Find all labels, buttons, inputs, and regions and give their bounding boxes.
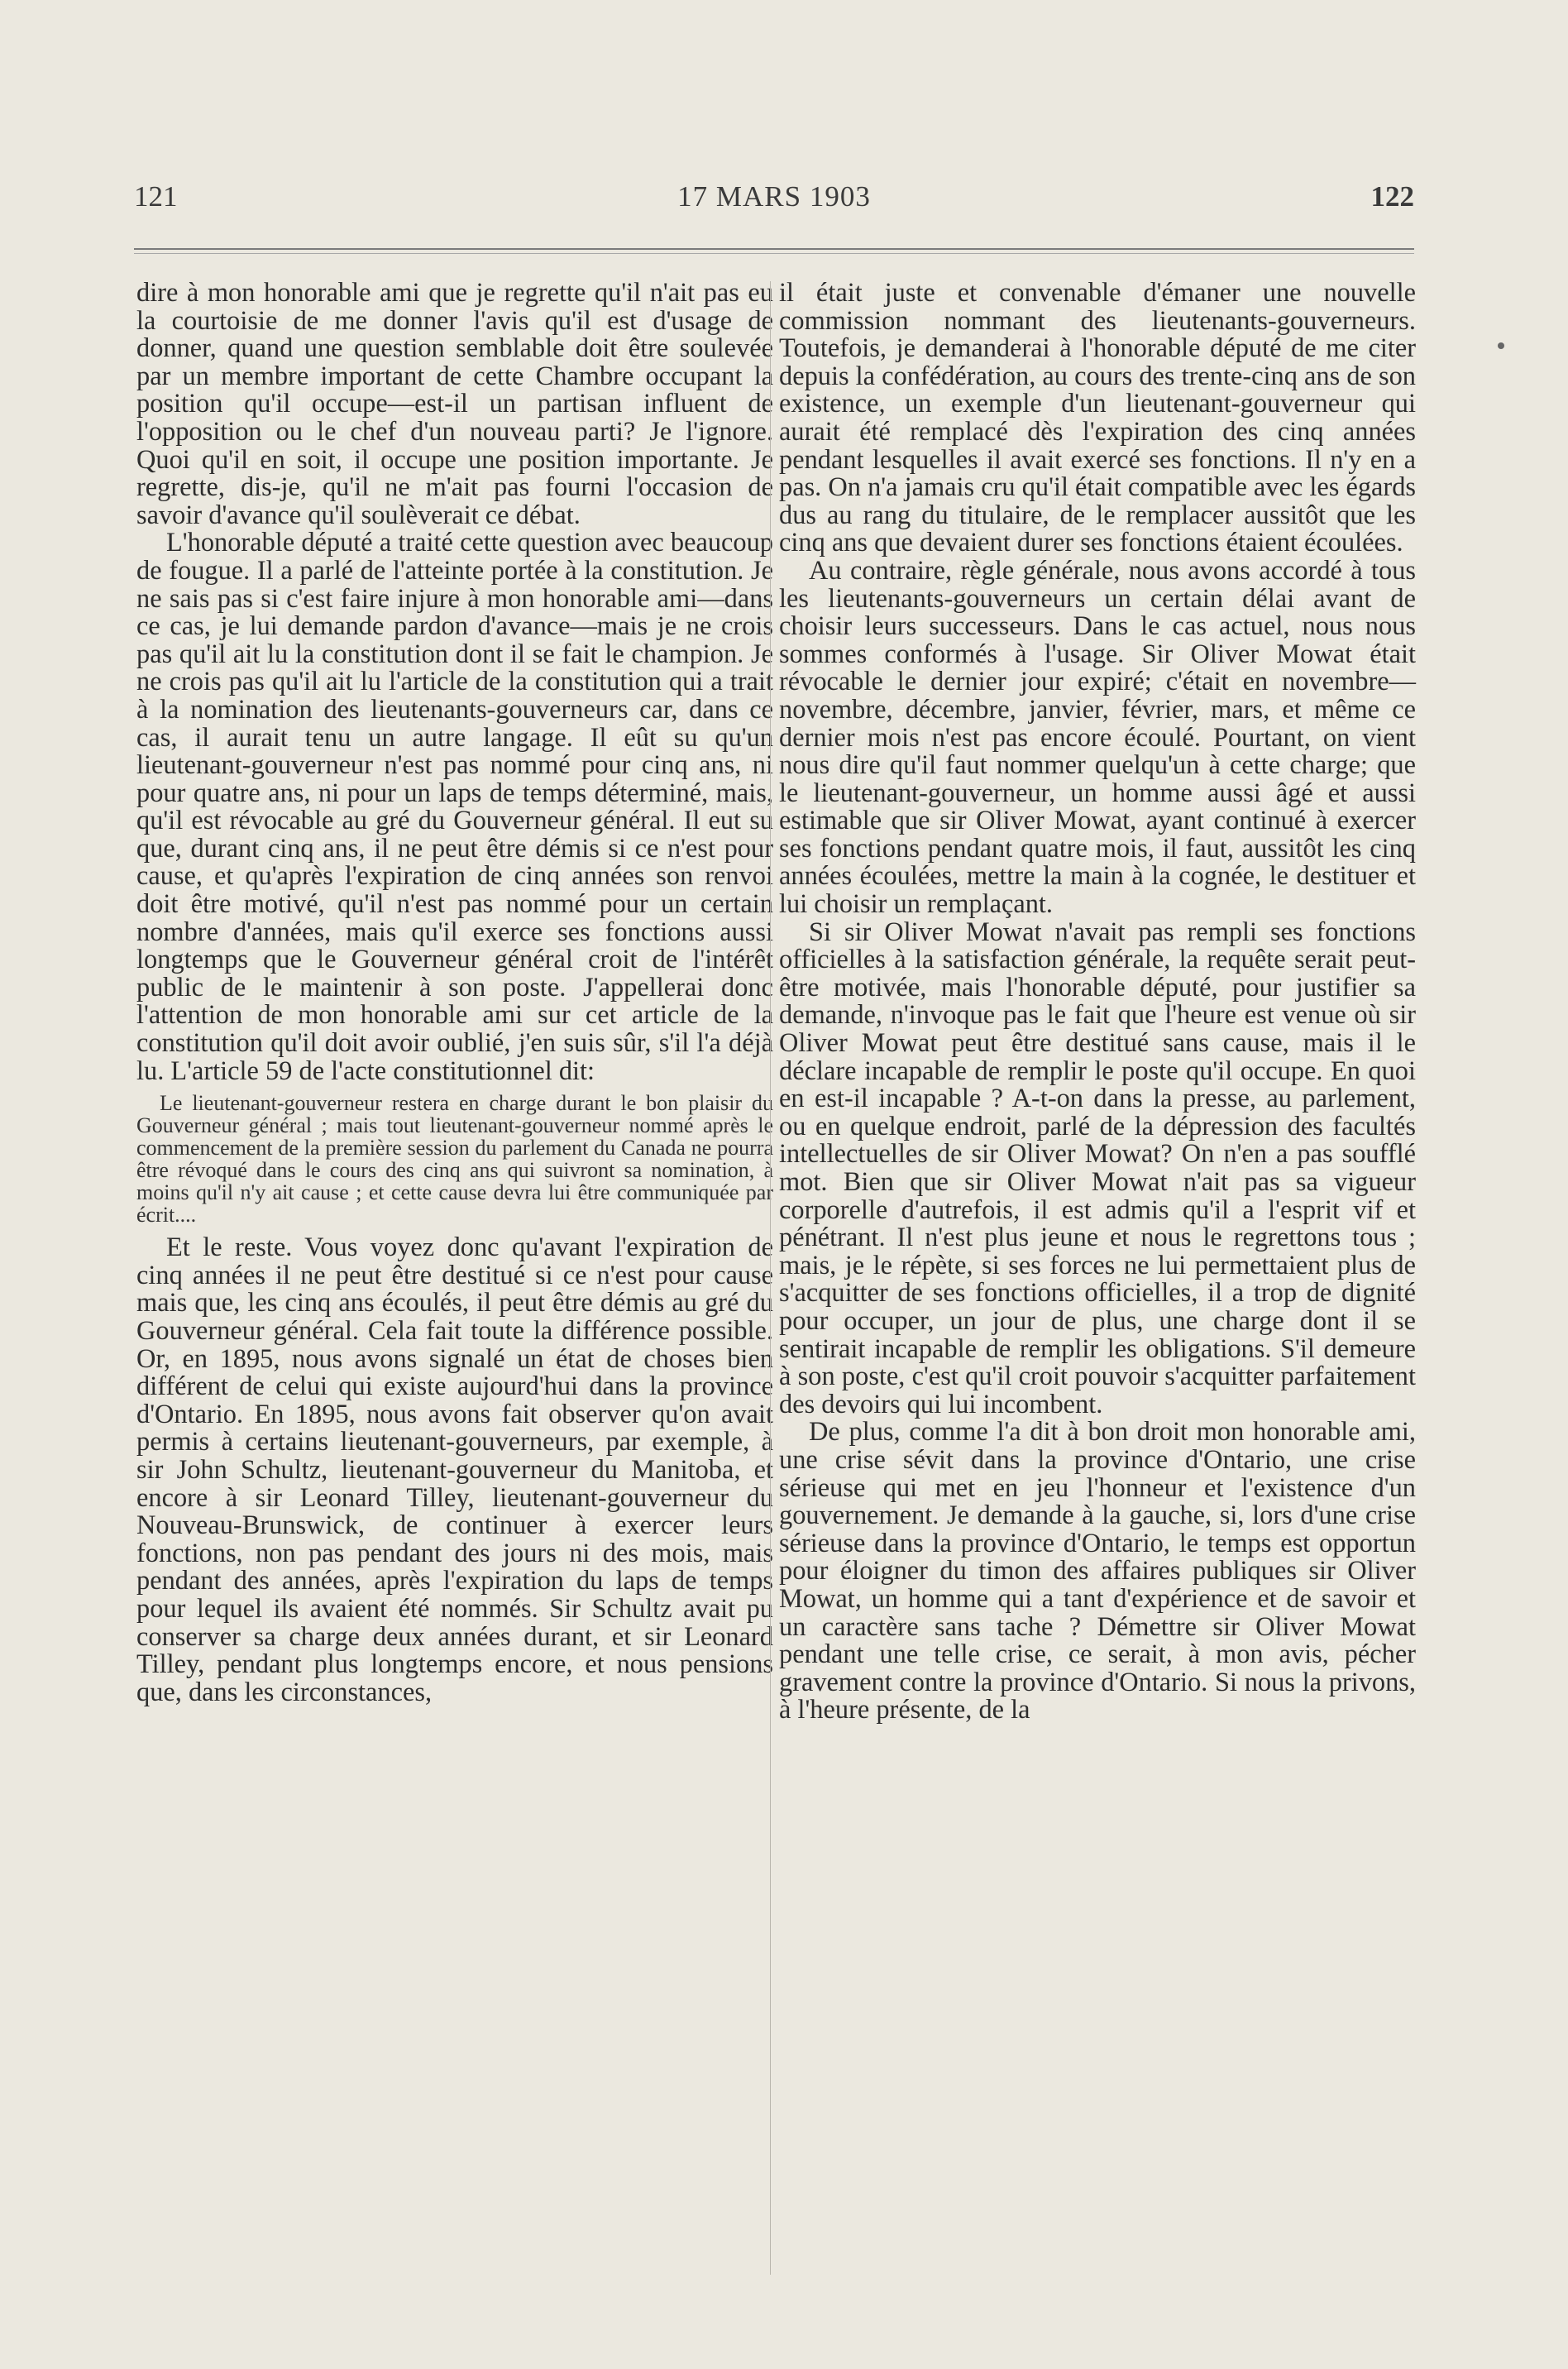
left-column	[136, 280, 773, 1706]
paragraph: Et le reste. Vous voyez donc qu'avant l'expiration de cinq années il ne peut être destitué si ce n'est pour cause mais que, les cinq ans écoulés, il peut être démis au gré du Gouverneur général. Cela fait toute la différence possible. Or, en 1895, nous avons signalé un état de choses bien différent de celui qui existe aujourd'hui dans la province d'Ontario. En 1895, nous avons fait observer qu'on avait permis à certains lieutenant-gouverneurs, par exemple, à sir John Schultz, lieutenant-gouverneur du Manitoba, et encore à sir Leonard Tilley, lieutenant-gouverneur du Nouveau-Brunswick, de continuer à exercer leurs fonctions, non pas pendant des jours ni des mois, mais pendant des années, après l'expiration du laps de temps pour lequel ils avaient été nommés. Sir Schultz avait pu conserver sa charge deux années durant, et sir Leonard Tilley, pendant plus longtemps encore, et nous pensions que, dans les circonstances,	[136, 1232, 773, 1707]
paragraph: L'honorable député a traité cette question avec beaucoup de fougue. Il a parlé de l'atteinte portée à la constitution. Je ne sais pas si c'est faire injure à mon honorable ami—dans ce cas, je lui demande pardon d'avance—mais je ne crois pas qu'il ait lu la constitution dont il se fait le champion. Je ne crois pas qu'il ait lu l'article de la constitution qui a trait à la nomination des lieutenants-gouverneurs car, dans ce cas, il aurait tenu un autre langage. Il eût su qu'un lieutenant-gouverneur n'est pas nommé pour cinq ans, ni pour quatre ans, ni pour un laps de temps déterminé, mais, qu'il est révocable au gré du Gouverneur général. Il eut su que, durant cinq ans, il ne peut être démis si ce n'est pour cause, et qu'après l'expiration de cinq années son renvoi doit être motivé, qu'il n'est pas nommé pour un certain nombre d'années, mais qu'il exerce ses fonctions aussi longtemps que le Gouverneur général croit de l'intérêt public de le maintenir à son poste. J'appellerai donc l'attention de mon honorable ami sur cet article de la constitution qu'il doit avoir oublié, j'en suis sûr, s'il l'a déjà lu. L'article 59 de l'acte constitutionnel dit:	[136, 528, 773, 1086]
paragraph: Au contraire, règle générale, nous avons accordé à tous les lieutenants-gouverneurs un certain délai avant de choisir leurs successeurs. Dans le cas actuel, nous nous sommes conformés à l'usage. Sir Oliver Mowat était révocable le dernier jour expiré; c'était en novembre—novembre, décembre, janvier, février, mars, et même ce dernier mois n'est pas encore écoulé. Pourtant, on vient nous dire qu'il faut nommer quelqu'un à cette charge; que le lieutenant-gouverneur, un homme aussi âgé et aussi estimable que sir Oliver Mowat, ayant continué à exercer ses fonctions pendant quatre mois, il faut, aussitôt les cinq années écoulées, mettre la main à la cognée, le destituer et lui choisir un remplaçant.	[779, 555, 1416, 920]
column-divider	[770, 281, 771, 2275]
page-header	[134, 180, 1414, 230]
header-rule	[134, 248, 1414, 250]
paragraph: De plus, comme l'a dit à bon droit mon honorable ami, une crise sévit dans la province d'Ontario, une crise sérieuse qui met en jeu l'honneur et l'existence d'un gouvernement. Je demande à la gauche, si, lors d'une crise sérieuse dans la province d'Ontario, le temps est opportun pour éloigner du timon des affaires publiques sir Oliver Mowat, un homme qui a tant d'expérience et de savoir et un caractère sans tache ? Démettre sir Oliver Mowat pendant une telle crise, ce serait, à mon avis, pécher gravement contre la province d'Ontario. Si nous la privons, à l'heure présente, de la	[779, 1417, 1416, 1725]
left-page-number: 121	[134, 180, 178, 213]
paragraph: dire à mon honorable ami que je regrette qu'il n'ait pas eu la courtoisie de me donner l'avis qu'il est d'usage de donner, quand une question semblable doit être soulevée par un membre important de cette Chambre occupant la position qu'il occupe—est-il un partisan influent de l'opposition ou le chef d'un nouveau parti? Je l'ignore. Quoi qu'il en soit, il occupe une position importante. Je regrette, dis-je, qu'il ne m'ait pas fourni l'occasion de savoir d'avance qu'il soulèverait ce débat.	[136, 278, 773, 530]
header-date: 17 MARS 1903	[677, 180, 871, 213]
header-rule-thin	[134, 253, 1414, 254]
constitution-quote: Le lieutenant-gouverneur restera en charge durant le bon plaisir du Gouverneur général ; mais tout lieutenant-gouverneur nommé après le commencement de la première session du parlement du Canada ne pourra être révoqué dans le cours des cinq ans qui suivront sa nomination, à moins qu'il n'y ait cause ; et cette cause devra lui être communiquée par écrit....	[136, 1091, 773, 1228]
paragraph: Si sir Oliver Mowat n'avait pas rempli ses fonctions officielles à la satisfaction générale, la requête serait peut-être motivée, mais l'honorable député, pour justifier sa demande, n'invoque pas le fait que l'heure est venue où sir Oliver Mowat peut être destitué sans cause, mais il le déclare incapable de remplir le poste qu'il occupe. En quoi en est-il incapable ? A-t-on dans la presse, au parlement, ou en quelque endroit, parlé de la dépression des facultés intellectuelles de sir Oliver Mowat? On n'en a pas soufflé mot. Bien que sir Oliver Mowat n'ait pas sa vigueur corporelle d'autrefois, il est admis qu'il a l'esprit vif et pénétrant. Il n'est plus jeune et nous le regrettons tous ; mais, je le répète, si ses forces ne lui permettaient plus de s'acquitter de ses fonctions officielles, il a trop de dignité pour occuper, un jour de plus, une charge dont il se sentirait incapable de remplir les obligations. S'il demeure à son poste, c'est qu'il croit pouvoir s'acquitter parfaitement des devoirs qui lui incombent.	[779, 916, 1416, 1419]
paragraph: il était juste et convenable d'émaner une nouvelle commission nommant des lieutenants-gouverneurs. Toutefois, je demanderai à l'honorable député de me citer depuis la confédération, au cours des trente-cinq ans de son existence, un exemple d'un lieutenant-gouverneur qui aurait été remplacé dès l'expiration des cinq années pendant lesquelles il avait exercé ses fonctions. Il n'y en a pas. On n'a jamais cru qu'il était compatible avec les égards dus au rang du titulaire, de le remplacer aussitôt que les cinq ans que devaient durer ses fonctions étaient écoulées.	[779, 278, 1416, 558]
right-page-number: 122	[1370, 180, 1414, 213]
ink-dot	[1498, 342, 1504, 349]
right-column	[779, 280, 1416, 1725]
